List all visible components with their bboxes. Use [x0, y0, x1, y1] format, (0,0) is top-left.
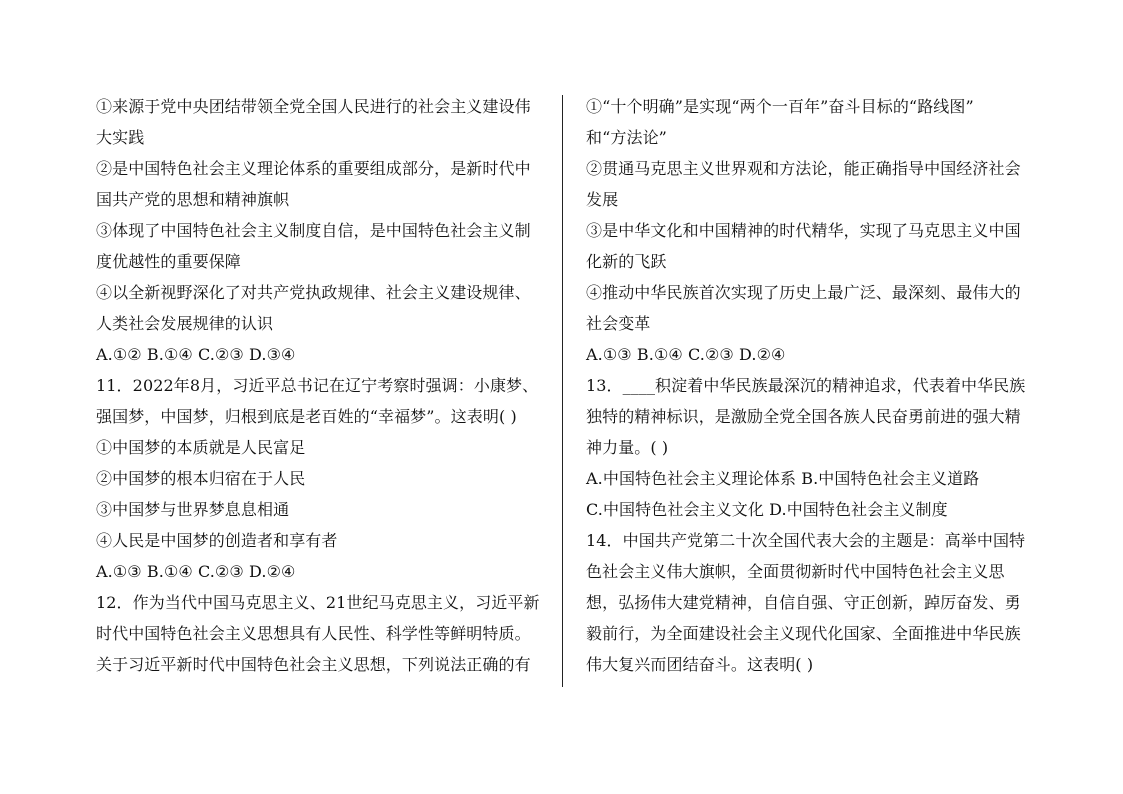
right-line: 色社会主义伟大旗帜，全面贯彻新时代中国特色社会主义思	[586, 562, 1005, 581]
answer-options-q13: C.中国特色社会主义文化 D.中国特色社会主义制度	[586, 500, 948, 519]
left-column	[96, 91, 540, 680]
right-column	[586, 91, 1026, 680]
question-14: 14．中国共产党第二十次全国代表大会的主题是：高举中国特	[586, 531, 1026, 550]
left-line: 关于习近平新时代中国特色社会主义思想，下列说法正确的有	[96, 655, 531, 674]
right-line: 伟大复兴而团结奋斗。这表明( )	[586, 655, 814, 674]
left-line: ②中国梦的根本归宿在于人民	[96, 469, 306, 488]
left-line: 强国梦，中国梦，归根到底是老百姓的“幸福梦”。这表明( )	[96, 407, 517, 426]
question-12: 12．作为当代中国马克思主义、21世纪马克思主义，习近平新	[96, 593, 540, 612]
question-13: 13．____积淀着中华民族最深沉的精神追求，代表着中华民族	[586, 376, 1026, 395]
right-line: 化新的飞跃	[586, 252, 667, 271]
answer-options-q10: A.①② B.①④ C.②③ D.③④	[96, 345, 296, 364]
right-line: 神力量。( )	[586, 438, 669, 457]
left-line: ③中国梦与世界梦息息相通	[96, 500, 290, 519]
answer-options-q11: A.①③ B.①④ C.②③ D.②④	[96, 562, 296, 581]
right-line: 独特的精神标识，是激励全党全国各族人民奋勇前进的强大精	[586, 407, 1021, 426]
left-line: 大实践	[96, 128, 145, 147]
left-line: 国共产党的思想和精神旗帜	[96, 190, 290, 209]
right-line: 和“方法论”	[586, 128, 667, 147]
left-line: 人类社会发展规律的认识	[96, 314, 274, 333]
left-line: ①来源于党中央团结带领全党全国人民进行的社会主义建设伟	[96, 97, 531, 116]
right-line: 发展	[586, 190, 619, 209]
left-line: ③体现了中国特色社会主义制度自信，是中国特色社会主义制	[96, 221, 531, 240]
left-line: ②是中国特色社会主义理论体系的重要组成部分，是新时代中	[96, 159, 531, 178]
left-line: ④以全新视野深化了对共产党执政规律、社会主义建设规律、	[96, 283, 531, 302]
right-line: ③是中华文化和中国精神的时代精华，实现了马克思主义中国	[586, 221, 1021, 240]
left-line: 度优越性的重要保障	[96, 252, 241, 271]
left-line: 时代中国特色社会主义思想具有人民性、科学性等鲜明特质。	[96, 624, 531, 643]
answer-options-q13: A.中国特色社会主义理论体系 B.中国特色社会主义道路	[586, 469, 980, 488]
question-11: 11．2022年8月，习近平总书记在辽宁考察时强调：小康梦、	[96, 376, 539, 395]
column-divider	[562, 95, 563, 687]
left-line: ①中国梦的本质就是人民富足	[96, 438, 306, 457]
right-line: ②贯通马克思主义世界观和方法论，能正确指导中国经济社会	[586, 159, 1021, 178]
right-line: 社会变革	[586, 314, 651, 333]
right-line: ④推动中华民族首次实现了历史上最广泛、最深刻、最伟大的	[586, 283, 1021, 302]
answer-options-q12: A.①③ B.①④ C.②③ D.②④	[586, 345, 786, 364]
right-line: 毅前行，为全面建设社会主义现代化国家、全面推进中华民族	[586, 624, 1021, 643]
right-line: ①“十个明确”是实现“两个一百年”奋斗目标的“路线图”	[586, 97, 974, 116]
right-line: 想，弘扬伟大建党精神，自信自强、守正创新，踔厉奋发、勇	[586, 593, 1021, 612]
left-line: ④人民是中国梦的创造者和享有者	[96, 531, 338, 550]
